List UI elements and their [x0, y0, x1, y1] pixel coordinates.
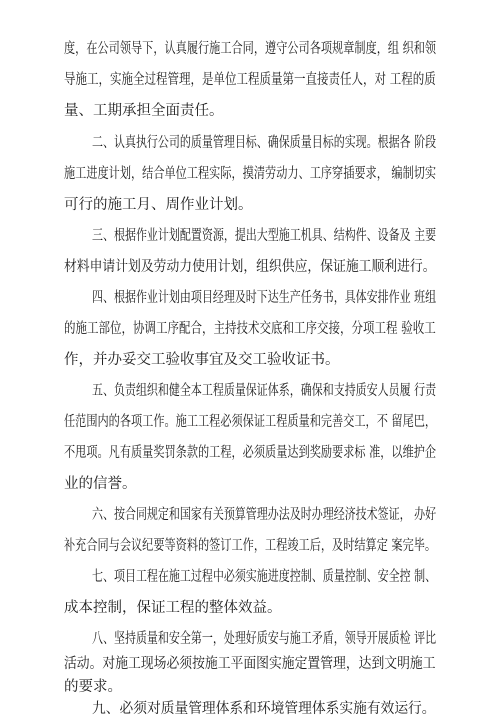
text-line: 业的信誉。: [64, 476, 137, 492]
text-line: 度，在公司领导下，认真履行施工合同，遵守公司各项规章制度，组 织和领: [64, 41, 437, 57]
text-line: 七、项目工程在施工过程中必须实施进度控制、质量控制、安全控 制、: [92, 569, 437, 585]
text-line: 作，并办妥交工验收事宜及交工验收证书。: [64, 352, 340, 368]
text-line: 不甩项。凡有质量奖罚条款的工程，必须质量达到奖励要求标 准，以维护企: [64, 445, 437, 461]
text-line: 材料申请计划及劳动力使用计划，组织供应，保证施工顺利进行。: [64, 259, 436, 275]
text-line: 导施工，实施全过程管理，是单位工程质量第一直接责任人，对 工程的质: [64, 72, 436, 88]
text-line: 二、认真执行公司的质量管理目标、确保质量目标的实现。根据各 阶段: [92, 135, 437, 151]
text-line: 任范围内的各项工作。施工工程必须保证工程质量和完善交工，不 留尾巴，: [64, 414, 437, 430]
text-line: 的要求。: [64, 679, 122, 695]
text-line: 六、按合同规定和国家有关预算管理办法及时办理经济技术签证， 办好: [92, 507, 437, 523]
text-line: 五、负责组织和健全本工程质量保证体系，确保和支持质安人员履 行责: [92, 383, 437, 399]
text-line: 四、根据作业计划由项目经理及时下达生产任务书，具体安排作业 班组: [92, 290, 437, 306]
text-line: 可行的施工月、周作业计划。: [64, 197, 253, 213]
text-line: 三、根据作业计划配置资源，提出大型施工机具、结构件、设备及 主要: [92, 228, 437, 244]
text-line: 活动。对施工现场必须按施工平面图实施定置管理，达到文明施工: [64, 656, 436, 672]
text-line: 八、坚持质量和安全第一，处理好质安与施工矛盾，领导开展质检 评比: [92, 631, 437, 647]
text-line: 成本控制，保证工程的整体效益。: [64, 600, 282, 616]
text-line: 补充合同与会议纪要等资料的签订工作，工程竣工后，及时结算定 案完毕。: [64, 538, 437, 554]
text-line: 量、工期承担全面责任。: [64, 103, 224, 119]
text-line: 九、必须对质量管理体系和环境管理体系实施有效运行。: [92, 701, 436, 717]
text-line: 施工进度计划，结合单位工程实际，摸清劳动力、工序穿插要求， 编制切实: [64, 166, 437, 182]
text-line: 的施工部位，协调工序配合，主持技术交底和工序交接，分项工程 验收工: [64, 321, 436, 337]
